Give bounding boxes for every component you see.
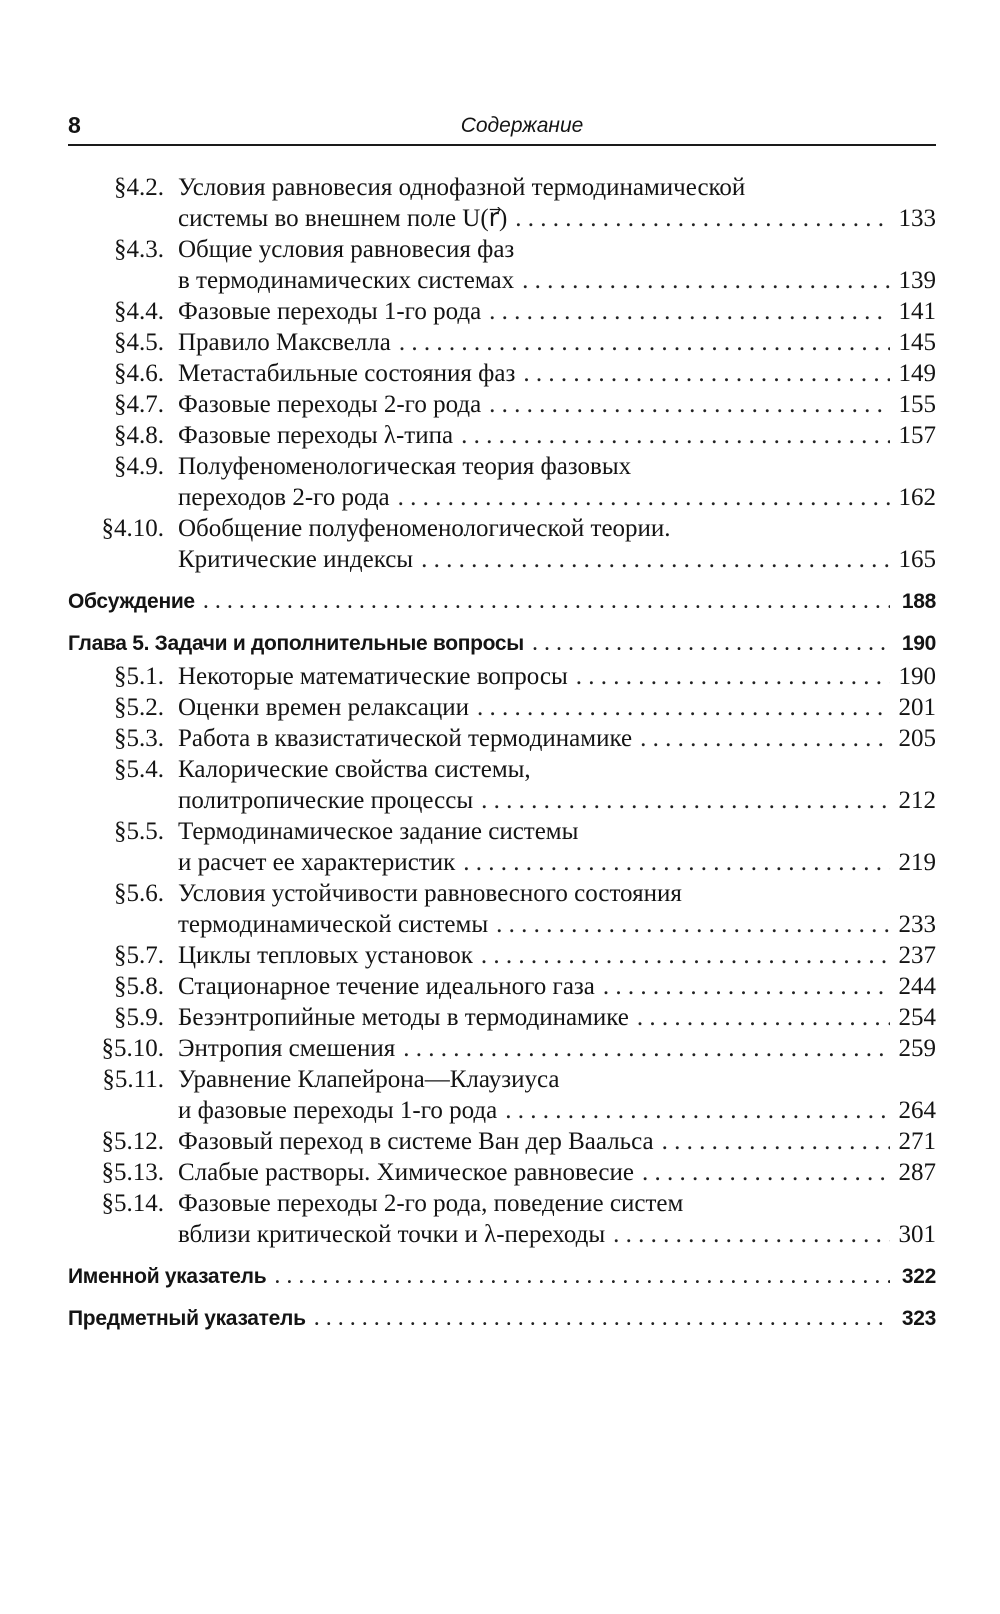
toc-entry[interactable] bbox=[68, 451, 936, 513]
toc-entry-page: 219 bbox=[898, 849, 936, 876]
toc-entry[interactable] bbox=[68, 940, 936, 971]
toc-entry[interactable] bbox=[68, 296, 936, 327]
toc-entry-page: 287 bbox=[898, 1159, 936, 1186]
toc-entry[interactable] bbox=[68, 971, 936, 1002]
toc-entry-page: 271 bbox=[898, 1128, 936, 1155]
toc-entry-page: 254 bbox=[898, 1004, 936, 1031]
toc-entry[interactable] bbox=[68, 1126, 936, 1157]
toc-entry-title: Термодинамическое задание системы bbox=[178, 818, 579, 845]
section-number: §5.11. bbox=[102, 1066, 164, 1093]
section-number: §4.8. bbox=[114, 422, 164, 449]
toc-entry-title: Фазовый переход в системе Ван дер Ваальса bbox=[178, 1128, 654, 1155]
toc-entry[interactable] bbox=[68, 878, 936, 940]
dot-leader bbox=[481, 785, 890, 816]
toc-entry-title: Фазовые переходы 2-го рода, поведение систем bbox=[178, 1190, 684, 1217]
toc-entry-title: Безэнтропийные методы в термодинамике bbox=[178, 1004, 629, 1031]
toc-entry-title: Фазовые переходы λ-типа bbox=[178, 422, 454, 449]
dot-leader bbox=[640, 723, 890, 754]
dot-leader bbox=[576, 661, 890, 692]
toc-entry-title: переходов 2-го рода bbox=[178, 484, 390, 511]
toc-entry-subject-index[interactable] bbox=[68, 1303, 936, 1334]
dot-leader bbox=[637, 1002, 890, 1033]
toc-entry-name-index[interactable] bbox=[68, 1261, 936, 1292]
toc-entry-page: 157 bbox=[898, 422, 936, 449]
toc-entry-title: термодинамической системы bbox=[178, 911, 489, 938]
toc-entry-page: 323 bbox=[901, 1307, 936, 1330]
toc-entry[interactable] bbox=[68, 420, 936, 451]
toc-entry[interactable] bbox=[68, 661, 936, 692]
dot-leader bbox=[642, 1157, 890, 1188]
toc-entry-page: 145 bbox=[898, 329, 936, 356]
toc-entry[interactable] bbox=[68, 1188, 936, 1250]
section-number: §4.4. bbox=[114, 298, 164, 325]
toc-entry[interactable] bbox=[68, 234, 936, 296]
toc-entry-title: политропические процессы bbox=[178, 787, 474, 814]
toc-entry-page: 190 bbox=[898, 663, 936, 690]
dot-leader bbox=[477, 692, 890, 723]
dot-leader bbox=[662, 1126, 890, 1157]
toc-entry-title: Стационарное течение идеального газа bbox=[178, 973, 595, 1000]
toc-entry-title: Работа в квазистатической термодинамике bbox=[178, 725, 633, 752]
toc-entry-title: и расчет ее характеристик bbox=[178, 849, 456, 876]
toc-entry-title: Глава 5. Задачи и дополнительные вопросы bbox=[68, 632, 524, 655]
toc-entry-page: 141 bbox=[898, 298, 936, 325]
dot-leader bbox=[613, 1219, 890, 1250]
page-number: 8 bbox=[68, 112, 81, 138]
toc-entry[interactable] bbox=[68, 1002, 936, 1033]
toc-entry-page: 133 bbox=[898, 205, 936, 232]
toc-entry[interactable] bbox=[68, 692, 936, 723]
section-number: §4.10. bbox=[101, 515, 164, 542]
section-number: §5.2. bbox=[114, 694, 164, 721]
dot-leader bbox=[489, 296, 890, 327]
section-number: §4.3. bbox=[114, 236, 164, 263]
toc-entry[interactable] bbox=[68, 389, 936, 420]
toc-entry[interactable] bbox=[68, 1157, 936, 1188]
section-number: §5.10. bbox=[101, 1035, 164, 1062]
toc-entry-title: вблизи критической точки и λ-переходы bbox=[178, 1221, 606, 1248]
dot-leader bbox=[523, 358, 890, 389]
dot-leader bbox=[463, 847, 890, 878]
toc-entry-title: Некоторые математические вопросы bbox=[178, 663, 568, 690]
dot-leader bbox=[274, 1261, 890, 1292]
dot-leader bbox=[398, 482, 890, 513]
section-number: §4.7. bbox=[114, 391, 164, 418]
section-number: §5.12. bbox=[101, 1128, 164, 1155]
dot-leader bbox=[421, 544, 890, 575]
section-number: §5.4. bbox=[114, 756, 164, 783]
toc-entry-page: 149 bbox=[898, 360, 936, 387]
toc-entry-chapter-5[interactable] bbox=[68, 628, 936, 659]
toc-entry-page: 139 bbox=[898, 267, 936, 294]
toc-entry-page: 259 bbox=[898, 1035, 936, 1062]
dot-leader bbox=[532, 628, 890, 659]
section-number: §5.13. bbox=[101, 1159, 164, 1186]
dot-leader bbox=[314, 1303, 890, 1334]
dot-leader bbox=[489, 389, 890, 420]
toc-entry-title: Условия равновесия однофазной термодинамической bbox=[178, 174, 746, 201]
toc-entry-title: Энтропия смешения bbox=[178, 1035, 396, 1062]
toc-entry[interactable] bbox=[68, 327, 936, 358]
toc-entry-title: Обобщение полуфеноменологической теории. bbox=[178, 515, 671, 542]
toc-entry[interactable] bbox=[68, 513, 936, 575]
section-number: §4.5. bbox=[114, 329, 164, 356]
toc-entry-discussion[interactable] bbox=[68, 586, 936, 617]
section-number: §5.5. bbox=[114, 818, 164, 845]
section-number: §5.8. bbox=[114, 973, 164, 1000]
toc-entry-page: 205 bbox=[898, 725, 936, 752]
toc-entry-page: 322 bbox=[901, 1265, 936, 1288]
toc-entry-title: Критические индексы bbox=[178, 546, 414, 573]
dot-leader bbox=[603, 971, 890, 1002]
toc-entry-title: Фазовые переходы 2-го рода bbox=[178, 391, 482, 418]
toc-entry-title: Обсуждение bbox=[68, 590, 195, 613]
running-header bbox=[68, 108, 936, 146]
toc-entry-page: 201 bbox=[898, 694, 936, 721]
toc-entry-title: Метастабильные состояния фаз bbox=[178, 360, 516, 387]
toc-entry[interactable] bbox=[68, 172, 936, 234]
toc-entry-page: 264 bbox=[898, 1097, 936, 1124]
toc-entry[interactable] bbox=[68, 754, 936, 816]
toc-entry-page: 190 bbox=[901, 632, 936, 655]
toc-entry-page: 212 bbox=[898, 787, 936, 814]
section-4-entries bbox=[68, 172, 936, 575]
section-5-entries bbox=[68, 661, 936, 1250]
toc-entry-page: 162 bbox=[898, 484, 936, 511]
section-number: §4.6. bbox=[114, 360, 164, 387]
toc-entry-title: Фазовые переходы 1-го рода bbox=[178, 298, 482, 325]
table-of-contents bbox=[68, 172, 936, 1345]
section-number: §5.9. bbox=[114, 1004, 164, 1031]
dot-leader bbox=[203, 586, 890, 617]
toc-entry-page: 188 bbox=[901, 590, 936, 613]
toc-entry-title: системы во внешнем поле U(r⃗) bbox=[178, 205, 508, 232]
dot-leader bbox=[522, 265, 890, 296]
toc-entry-title: Общие условия равновесия фаз bbox=[178, 236, 515, 263]
toc-entry[interactable] bbox=[68, 1033, 936, 1064]
toc-entry-title: Именной указатель bbox=[68, 1265, 267, 1288]
section-number: §5.1. bbox=[114, 663, 164, 690]
toc-entry-title: Калорические свойства системы, bbox=[178, 756, 531, 783]
toc-entry[interactable] bbox=[68, 1064, 936, 1126]
section-number: §5.14. bbox=[101, 1190, 164, 1217]
dot-leader bbox=[496, 909, 890, 940]
toc-entry-title: Правило Максвелла bbox=[178, 329, 391, 356]
section-number: §5.6. bbox=[114, 880, 164, 907]
section-number: §4.9. bbox=[114, 453, 164, 480]
dot-leader bbox=[515, 203, 890, 234]
toc-entry-title: и фазовые переходы 1-го рода bbox=[178, 1097, 498, 1124]
toc-entry-page: 233 bbox=[898, 911, 936, 938]
dot-leader bbox=[461, 420, 890, 451]
toc-entry-page: 155 bbox=[898, 391, 936, 418]
toc-entry-title: Полуфеноменологическая теория фазовых bbox=[178, 453, 632, 480]
toc-entry-title: Слабые растворы. Химическое равновесие bbox=[178, 1159, 634, 1186]
toc-entry-page: 165 bbox=[898, 546, 936, 573]
section-number: §4.2. bbox=[114, 174, 164, 201]
toc-entry-title: Оценки времен релаксации bbox=[178, 694, 469, 721]
toc-entry-page: 237 bbox=[898, 942, 936, 969]
dot-leader bbox=[481, 940, 890, 971]
dot-leader bbox=[403, 1033, 890, 1064]
toc-entry-page: 244 bbox=[898, 973, 936, 1000]
toc-entry[interactable] bbox=[68, 723, 936, 754]
toc-entry-title: Предметный указатель bbox=[68, 1307, 306, 1330]
running-title: Содержание bbox=[460, 114, 584, 137]
toc-entry-title: Уравнение Клапейрона—Клаузиуса bbox=[178, 1066, 560, 1093]
toc-entry[interactable] bbox=[68, 816, 936, 878]
section-number: §5.3. bbox=[114, 725, 164, 752]
toc-entry-page: 301 bbox=[898, 1221, 936, 1248]
section-number: §5.7. bbox=[114, 942, 164, 969]
toc-entry[interactable] bbox=[68, 358, 936, 389]
dot-leader bbox=[505, 1095, 890, 1126]
toc-entry-title: в термодинамических системах bbox=[178, 267, 515, 294]
toc-entry-title: Условия устойчивости равновесного состояния bbox=[178, 880, 682, 907]
dot-leader bbox=[399, 327, 890, 358]
toc-entry-title: Циклы тепловых установок bbox=[178, 942, 473, 969]
